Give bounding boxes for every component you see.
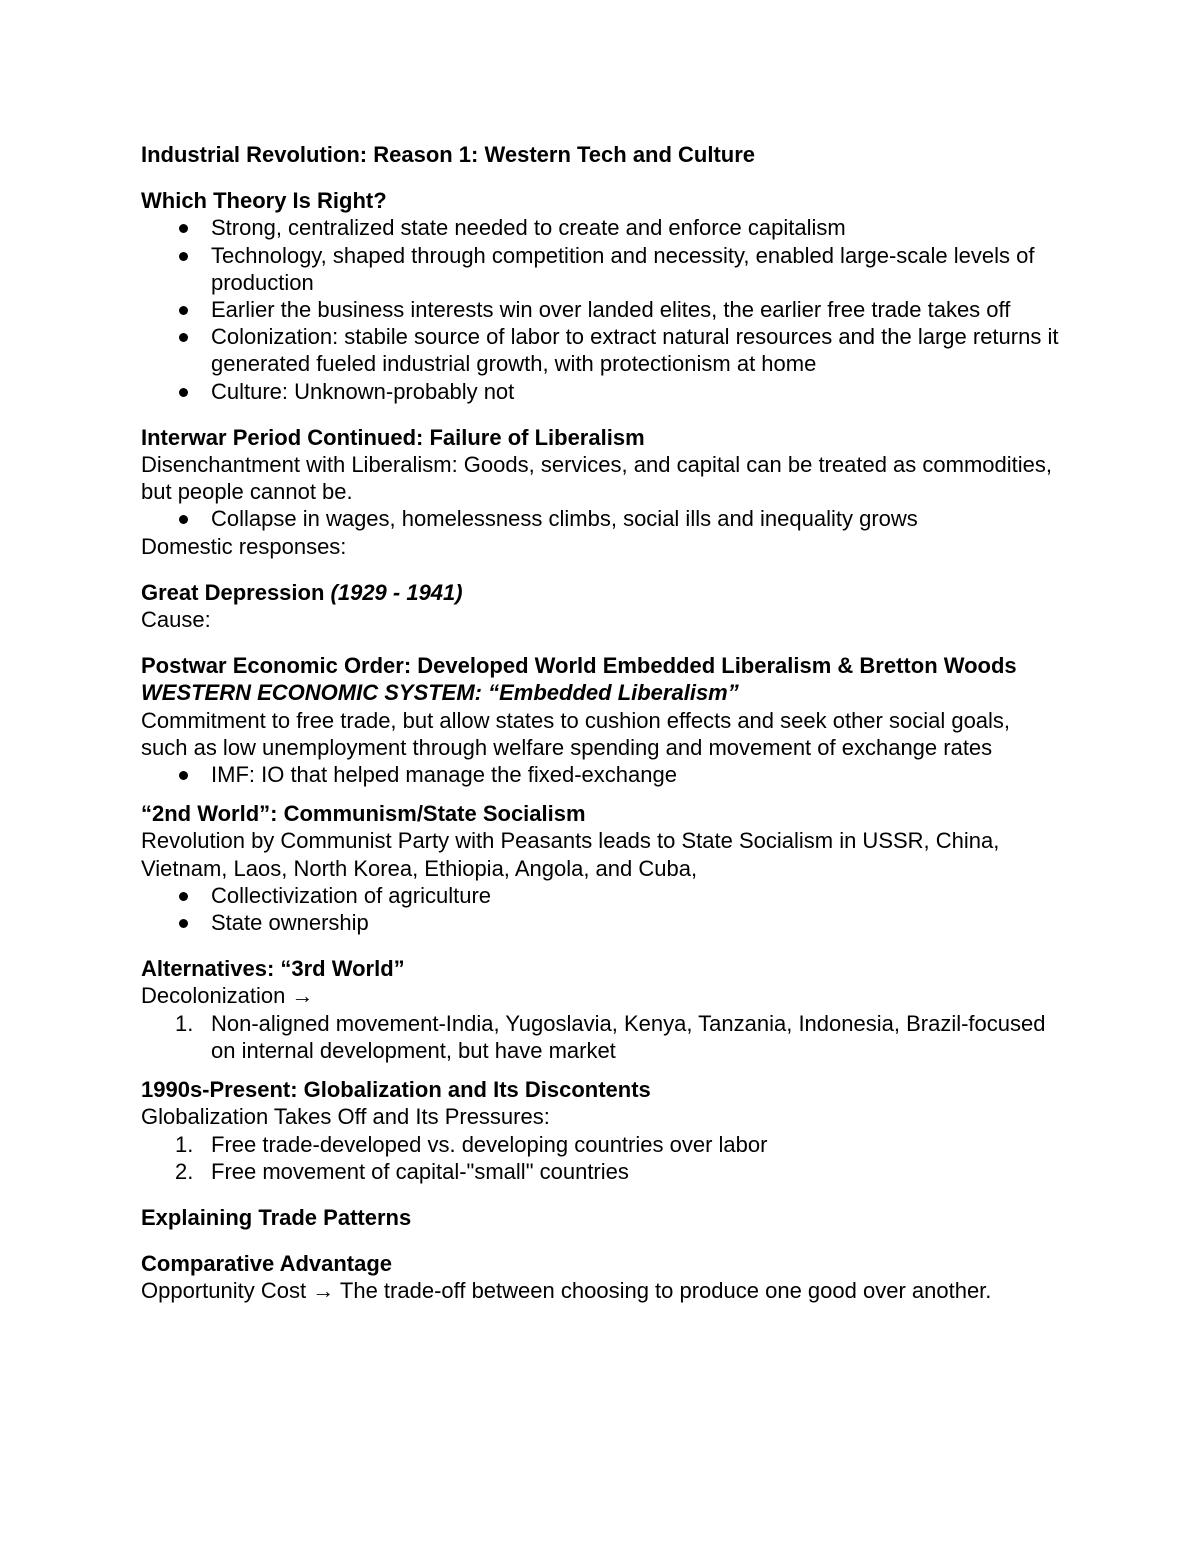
paragraph-globalization: Globalization Takes Off and Its Pressures: (141, 1104, 550, 1130)
paragraph-commitment: Commitment to free trade, but allow states to cushion effects and seek other social goals, such as low unemployment through welfare spending and movement of exchange rates (141, 707, 1011, 760)
paragraph-opportunity-cost: Opportunity Cost → The trade-off between choosing to produce one good over another. (141, 1278, 992, 1304)
bullet-icon (179, 252, 188, 261)
bullet-icon (179, 771, 188, 780)
bullet-icon (179, 306, 188, 315)
great-depression-dates: (1929 - 1941) (330, 579, 463, 605)
spacer (141, 560, 1061, 579)
spacer (141, 1185, 1061, 1204)
list-item: Colonization: stabile source of labor to extract natural resources and the large returns it generated fueled industrial growth, with protectionism at home (141, 323, 1061, 377)
spacer (141, 633, 1061, 652)
interwar-bullet-list (141, 505, 1061, 532)
list-item: 1. Free trade-developed vs. developing countries over labor (175, 1131, 768, 1157)
bullet-icon (179, 333, 188, 342)
spacer (141, 1064, 1061, 1076)
paragraph-decolonization: Decolonization → (141, 983, 314, 1009)
section-title-third-world: Alternatives: “3rd World” (141, 956, 405, 982)
section-title-globalization: 1990s-Present: Globalization and Its Discontents (141, 1077, 651, 1103)
section-title-trade-patterns: Explaining Trade Patterns (141, 1204, 412, 1230)
section-subtitle-which-theory: Which Theory Is Right? (141, 188, 387, 214)
spacer (141, 1231, 1061, 1250)
section-title-comparative-advantage: Comparative Advantage (141, 1251, 393, 1277)
paragraph-revolution: Revolution by Communist Party with Peasants leads to State Socialism in USSR, China, Vietnam, Laos, North Korea, Ethiopia, Angola, and Cuba, (141, 828, 1000, 881)
spacer (141, 168, 1061, 187)
list-item: IMF: IO that helped manage the fixed-exchange (141, 761, 1061, 788)
section-title-postwar: Postwar Economic Order: Developed World Embedded Liberalism & Bretton Woods (141, 653, 1017, 679)
globalization-numbered-list (141, 1131, 1061, 1185)
list-number: 2. (175, 1158, 194, 1184)
second-world-bullet-list (141, 882, 1061, 936)
list-number: 1. (175, 1131, 194, 1157)
section-title-industrial-revolution: Industrial Revolution: Reason 1: Western Tech and Culture (141, 142, 756, 167)
theory-bullet-list (141, 214, 1061, 404)
list-item: Collectivization of agriculture (141, 882, 1061, 909)
section-title-interwar: Interwar Period Continued: Failure of Liberalism (141, 424, 645, 450)
section-title-great-depression: Great Depression (1929 - 1941) (141, 579, 463, 605)
bullet-icon (179, 919, 188, 928)
spacer (141, 788, 1061, 800)
postwar-bullet-list (141, 761, 1061, 788)
document-page (141, 141, 1061, 1305)
list-item: 1. Non-aligned movement-India, Yugoslavia, Kenya, Tanzania, Indonesia, Brazil-focused on internal development, but have market (175, 1010, 1046, 1063)
list-item: Technology, shaped through competition and necessity, enabled large-scale levels of production (141, 242, 1061, 296)
third-world-numbered-list (141, 1010, 1061, 1064)
spacer (141, 405, 1061, 424)
list-item: Collapse in wages, homelessness climbs, social ills and inequality grows (141, 505, 1061, 532)
bullet-icon (179, 388, 188, 397)
paragraph-cause: Cause: (141, 607, 211, 633)
bullet-icon (179, 224, 188, 233)
list-item: Culture: Unknown-probably not (141, 378, 1061, 405)
bullet-icon (179, 515, 188, 524)
bullet-icon (179, 892, 188, 901)
list-item: 2. Free movement of capital-"small" countries (175, 1158, 629, 1184)
paragraph-domestic-responses: Domestic responses: (141, 533, 347, 559)
list-item: Strong, centralized state needed to create and enforce capitalism (141, 214, 1061, 241)
paragraph-disenchantment: Disenchantment with Liberalism: Goods, services, and capital can be treated as commodities, but people cannot be. (141, 452, 1052, 505)
list-number: 1. (175, 1010, 194, 1036)
list-item: Earlier the business interests win over landed elites, the earlier free trade takes off (141, 296, 1061, 323)
section-subtitle-western-system: WESTERN ECONOMIC SYSTEM: “Embedded Liberalism” (141, 680, 739, 706)
section-title-second-world: “2nd World”: Communism/State Socialism (141, 801, 586, 827)
spacer (141, 936, 1061, 955)
list-item: State ownership (141, 909, 1061, 936)
